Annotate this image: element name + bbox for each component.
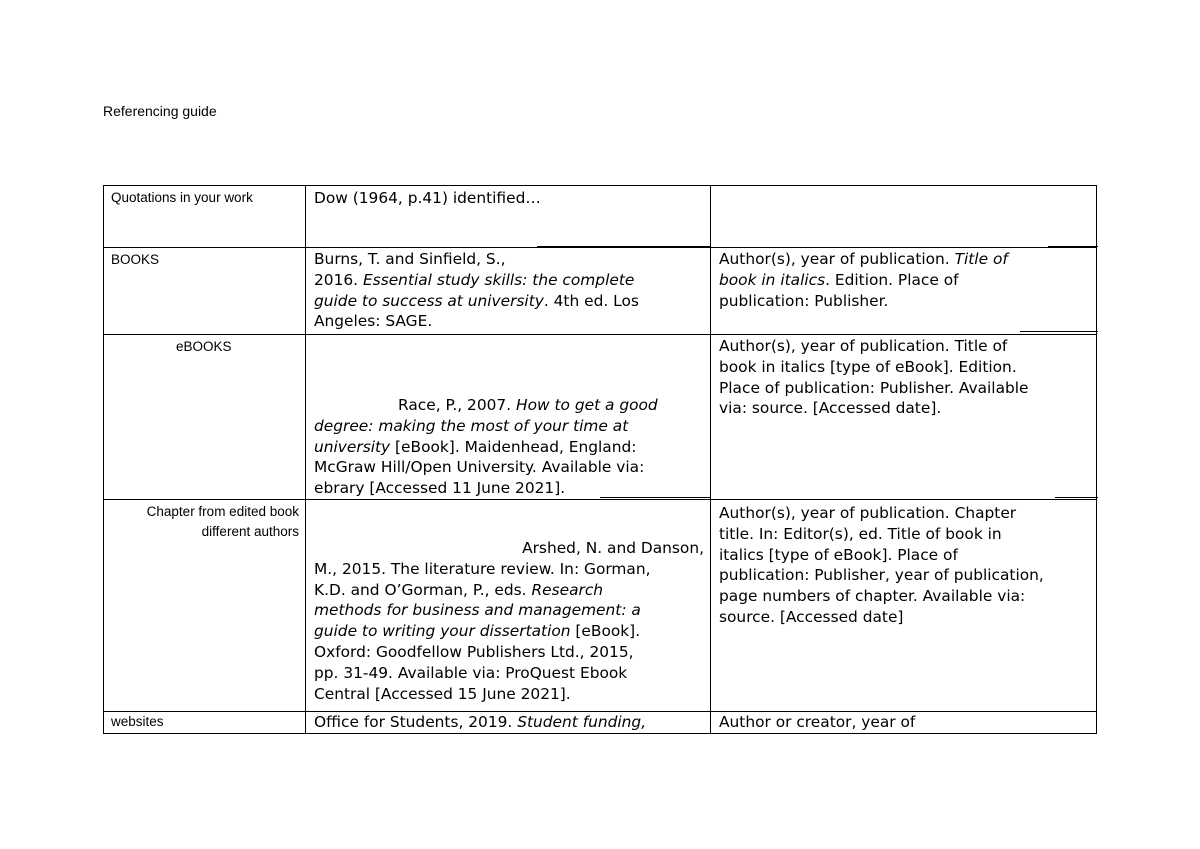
chapter-example-line: Oxford: Goodfellow Publishers Ltd., 2015, [314, 642, 634, 661]
books-example-line: 2016. Essential study skills: the complete [314, 270, 635, 289]
chapter-label-line: Chapter from edited book [146, 504, 299, 519]
ebooks-format-line: Place of publication: Publisher. Available [719, 378, 1029, 397]
table-row-ebooks [104, 335, 1097, 500]
books-example [306, 248, 710, 332]
chapter-label-line: different authors [201, 524, 299, 539]
table-row-quotations [104, 186, 1097, 248]
chapter-format [711, 500, 1096, 628]
row-label-chapter [104, 500, 305, 542]
cell-chapter-format [711, 500, 1097, 712]
chapter-format-line: Author(s), year of publication. Chapter [719, 504, 1017, 522]
ebooks-example-line: university [eBook]. Maidenhead, England: [314, 437, 637, 456]
ebooks-format-line: book in italics [type of eBook]. Edition. [719, 357, 1017, 376]
cell-websites-example [306, 712, 711, 734]
ebooks-example-line: McGraw Hill/Open University. Available via: [314, 458, 645, 477]
ebooks-example-line: Race, P., 2007. How to get a good [398, 396, 658, 414]
row-marker-line [1055, 497, 1098, 498]
chapter-format-line: title. In: Editor(s), ed. Title of book in [719, 524, 1002, 543]
chapter-example-line: Central [Accessed 15 June 2021]. [314, 684, 571, 703]
cell-chapter-label [104, 500, 306, 712]
row-label-books: BOOKS [111, 252, 160, 267]
chapter-example-line: Arshed, N. and Danson, [522, 539, 704, 557]
cell-ebooks-format [711, 335, 1097, 500]
chapter-format-line: publication: Publisher, year of publication, [719, 566, 1044, 585]
cell-books-format [711, 248, 1097, 335]
ebooks-format-line: via: source. [Accessed date]. [719, 399, 942, 418]
cell-quotations-label [104, 186, 306, 248]
page-title: Referencing guide [103, 103, 217, 119]
ebooks-format-line: Author(s), year of publication. Title of [719, 337, 1008, 355]
referencing-table [103, 185, 1097, 734]
cell-quotations-example [306, 186, 711, 248]
ebooks-example [306, 335, 710, 499]
books-example-line: Burns, T. and Sinfield, S., [314, 250, 506, 268]
row-marker-line [1048, 246, 1098, 247]
websites-example: Office for Students, 2019. Student funding, [314, 713, 647, 731]
chapter-example-line: guide to writing your dissertation [eBook]. [314, 622, 641, 641]
row-marker-line [537, 246, 710, 247]
cell-websites-label [104, 712, 306, 734]
chapter-example-line: pp. 31-49. Available via: ProQuest Ebook [314, 663, 628, 682]
table-row-websites [104, 712, 1097, 734]
cell-ebooks-label [104, 335, 306, 500]
row-marker-line [600, 497, 710, 498]
row-label-websites: websites [111, 714, 164, 729]
chapter-example-line: M., 2015. The literature review. In: Gorman, [314, 559, 651, 578]
chapter-format-line: page numbers of chapter. Available via: [719, 587, 1026, 606]
chapter-example [306, 500, 710, 704]
books-format-line: book in italics. Edition. Place of [719, 270, 959, 289]
ebooks-example-line: ebrary [Accessed 11 June 2021]. [314, 479, 566, 498]
cell-websites-format [711, 712, 1097, 734]
table-row-books [104, 248, 1097, 335]
books-format-line: Author(s), year of publication. Title of [719, 250, 1008, 268]
ebooks-example-line: degree: making the most of your time at [314, 416, 629, 435]
books-example-line: guide to success at university. 4th ed. Los [314, 291, 639, 310]
chapter-example-line: methods for business and management: a [314, 601, 641, 620]
chapter-format-line: italics [type of eBook]. Place of [719, 545, 958, 564]
row-label-quotations: Quotations in your work [111, 190, 253, 205]
cell-quotations-format [711, 186, 1097, 248]
books-format [711, 248, 1096, 311]
cell-ebooks-example [306, 335, 711, 500]
chapter-format-line: source. [Accessed date] [719, 607, 904, 626]
table-row-chapter [104, 500, 1097, 712]
books-format-line: publication: Publisher. [719, 291, 889, 310]
cell-books-example [306, 248, 711, 335]
websites-format: Author or creator, year of [719, 713, 916, 731]
chapter-example-line: K.D. and O’Gorman, P., eds. Research [314, 580, 604, 599]
row-label-ebooks: eBOOKS [176, 339, 232, 354]
ebooks-format [711, 335, 1096, 419]
books-example-line: Angeles: SAGE. [314, 312, 433, 331]
cell-chapter-example [306, 500, 711, 712]
cell-books-label [104, 248, 306, 335]
row-marker-line [1020, 331, 1098, 332]
quotation-example: Dow (1964, p.41) identified… [314, 189, 541, 207]
